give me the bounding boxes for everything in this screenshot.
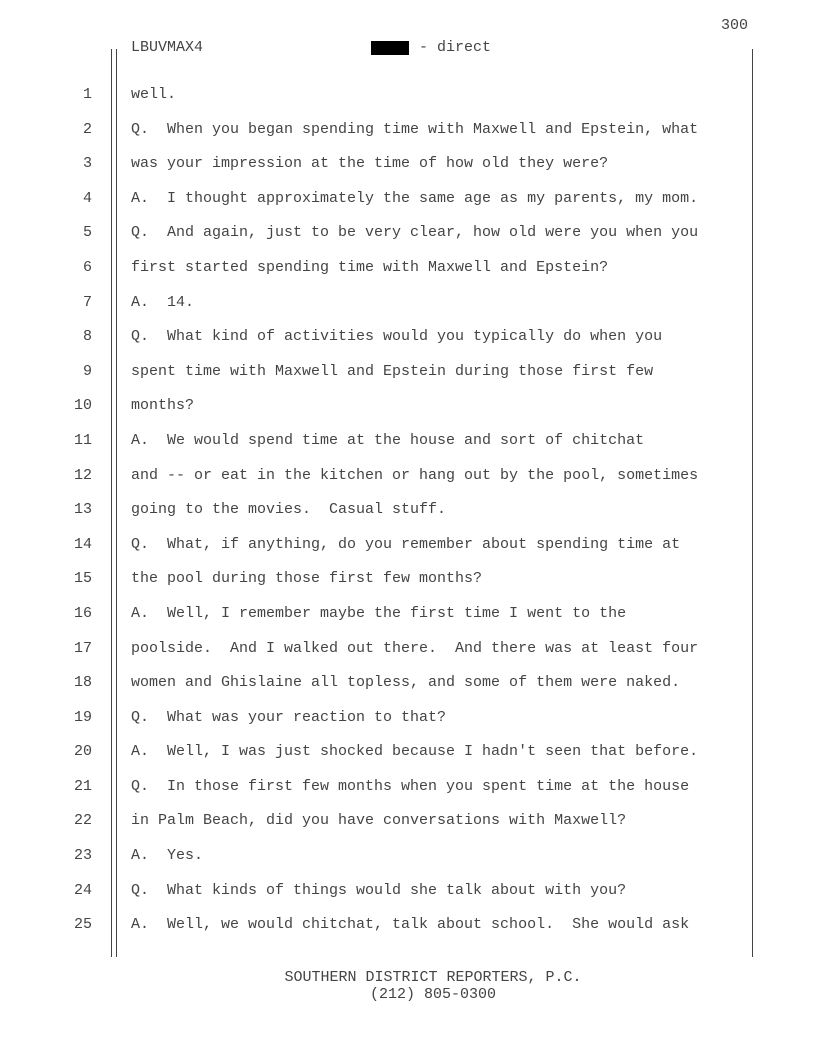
transcript-line	[0, 293, 816, 328]
line-number: 9	[82, 362, 92, 380]
line-text: A. Yes.	[131, 847, 204, 865]
line-number: 13	[73, 501, 92, 519]
line-number: 18	[73, 674, 92, 692]
line-text: women and Ghislaine all topless, and some of them were naked.	[131, 674, 681, 692]
transcript-line	[0, 708, 816, 743]
line-number: 22	[73, 812, 92, 830]
line-number: 21	[73, 777, 92, 795]
line-number: 16	[73, 604, 92, 622]
transcript-line	[0, 258, 816, 293]
transcript-line	[0, 85, 816, 120]
line-number: 11	[73, 431, 92, 449]
page-number: 300	[720, 17, 748, 34]
transcript-line	[0, 396, 816, 431]
line-text: in Palm Beach, did you have conversations with Maxwell?	[131, 812, 627, 830]
line-number: 24	[73, 881, 92, 899]
line-text: A. We would spend time at the house and sort of chitchat	[131, 431, 645, 449]
line-text: Q. What was your reaction to that?	[131, 708, 447, 726]
line-text: A. Well, I was just shocked because I hadn't seen that before.	[131, 743, 699, 761]
line-text: A. 14.	[131, 293, 195, 311]
transcript-line	[0, 846, 816, 881]
line-text: months?	[131, 397, 195, 415]
line-text: A. I thought approximately the same age as my parents, my mom.	[131, 189, 699, 207]
transcript-line	[0, 154, 816, 189]
line-text: poolside. And I walked out there. And there was at least four	[131, 639, 699, 657]
transcript-line	[0, 189, 816, 224]
transcript-line	[0, 811, 816, 846]
line-text: well.	[131, 86, 177, 103]
line-number: 12	[73, 466, 92, 484]
line-number: 20	[73, 743, 92, 761]
line-number: 14	[73, 535, 92, 553]
transcript-line	[0, 673, 816, 708]
examination-label: - direct	[419, 39, 492, 56]
transcript-line	[0, 569, 816, 604]
line-number: 2	[82, 120, 92, 138]
transcript-line	[0, 327, 816, 362]
transcript-line	[0, 915, 816, 950]
transcript-line	[0, 362, 816, 397]
transcript-line	[0, 431, 816, 466]
line-text: Q. In those first few months when you spent time at the house	[131, 777, 690, 795]
line-number: 1	[82, 86, 92, 103]
transcript-line	[0, 120, 816, 155]
line-text: Q. What kind of activities would you typically do when you	[131, 328, 663, 346]
case-id: LBUVMAX4	[131, 39, 204, 56]
line-text: Q. What kinds of things would she talk about with you?	[131, 881, 627, 899]
line-text: Q. What, if anything, do you remember about spending time at	[131, 535, 681, 553]
line-text: spent time with Maxwell and Epstein during those first few	[131, 362, 654, 380]
examination-header	[371, 39, 491, 56]
line-text: and -- or eat in the kitchen or hang out by the pool, sometimes	[131, 466, 699, 484]
line-text: A. Well, we would chitchat, talk about school. She would ask	[131, 916, 690, 934]
line-number: 4	[82, 189, 92, 207]
reporter-name: SOUTHERN DISTRICT REPORTERS, P.C.	[284, 969, 582, 986]
line-text: going to the movies. Casual stuff.	[131, 501, 447, 519]
transcript-line	[0, 466, 816, 501]
line-number: 25	[73, 916, 92, 934]
line-number: 6	[82, 258, 92, 276]
transcript-lines	[0, 85, 816, 950]
line-number: 19	[73, 708, 92, 726]
transcript-line	[0, 777, 816, 812]
line-text: the pool during those first few months?	[131, 570, 483, 588]
line-text: Q. When you began spending time with Maxwell and Epstein, what	[131, 120, 699, 138]
line-text: Q. And again, just to be very clear, how old were you when you	[131, 224, 699, 242]
transcript-line	[0, 500, 816, 535]
transcript-line	[0, 604, 816, 639]
line-number: 3	[82, 155, 92, 173]
transcript-line	[0, 742, 816, 777]
line-number: 8	[82, 328, 92, 346]
line-number: 15	[73, 570, 92, 588]
line-text: first started spending time with Maxwell and Epstein?	[131, 258, 609, 276]
line-number: 7	[82, 293, 92, 311]
line-number: 10	[73, 397, 92, 415]
footer	[0, 969, 816, 1003]
transcript-line	[0, 639, 816, 674]
reporter-phone: (212) 805-0300	[369, 986, 497, 1003]
redaction-block	[371, 41, 409, 55]
transcript-line	[0, 223, 816, 258]
line-number: 17	[73, 639, 92, 657]
line-number: 23	[73, 847, 92, 865]
line-number: 5	[82, 224, 92, 242]
transcript-line	[0, 881, 816, 916]
line-text: A. Well, I remember maybe the first time I went to the	[131, 604, 627, 622]
line-text: was your impression at the time of how old they were?	[131, 155, 609, 173]
transcript-line	[0, 535, 816, 570]
